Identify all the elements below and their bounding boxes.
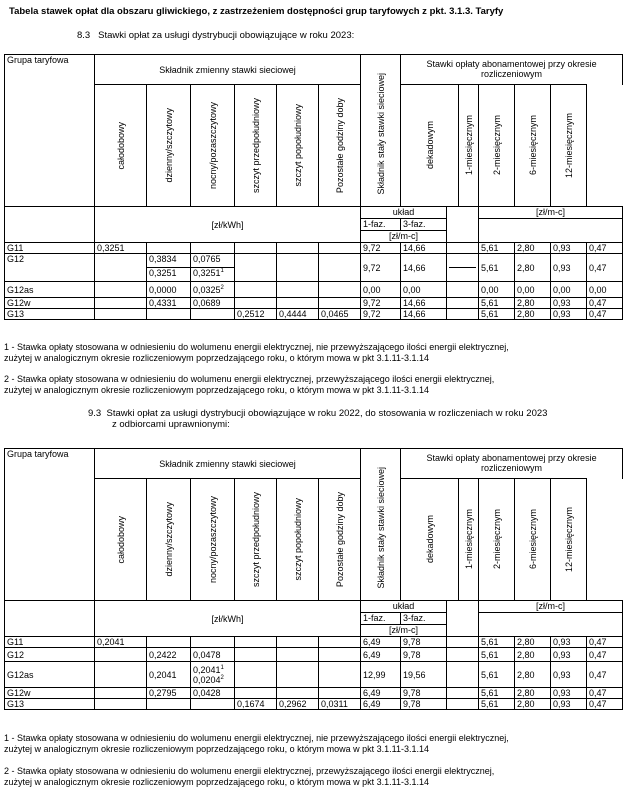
value-cell: 0,47 (587, 309, 623, 320)
value-cell: 0,0311 (319, 699, 361, 710)
table-row (5, 699, 623, 710)
uklad-label: układ (361, 601, 447, 613)
value-cell: 0,0765 (191, 254, 235, 268)
unit-kwh: [zł/kWh] (95, 601, 361, 637)
value-cell: 2,80 (515, 662, 551, 688)
table-row (5, 298, 623, 309)
header-skladnik-zmienny: Składnik zmienny stawki sieciowej (95, 449, 361, 479)
header-przedpoludniowy: szczyt przedpołudniowy (235, 85, 277, 207)
header-abonament: Stawki opłaty abonamentowej przy okresie rozliczeniowym (401, 449, 623, 479)
footnote-2: 2 - Stawka opłaty stosowana w odniesieniu do wolumenu energii elektrycznej, przewyższającego ilości energii elektrycznej, zużytej w analogicznym okresie rozliczeniowym poprzedzającego roku, o którym mowa w pkt 3.1.11-3.1.14 (4, 374, 495, 395)
value-cell: 9,78 (401, 699, 447, 710)
table-row (5, 282, 623, 298)
value-cell: 0,2795 (147, 688, 191, 699)
faz3-label: 3-faz. (401, 613, 447, 625)
value-cell: 0,47 (587, 254, 623, 282)
value-cell: 5,61 (479, 662, 515, 688)
value-cell: 0,93 (551, 243, 587, 254)
value-cell: 0,93 (551, 662, 587, 688)
value-cell: 9,72 (361, 309, 401, 320)
header-popoludniowy: szczyt popołudniowy (277, 85, 319, 207)
faz3-label: 3-faz. (401, 219, 447, 231)
group-name: G13 (5, 309, 95, 320)
value-cell: 0,93 (551, 637, 587, 648)
value-cell: 0,4331 (147, 298, 191, 309)
header-grupa: Grupa taryfowa (5, 449, 95, 479)
table-row (5, 648, 623, 662)
footnote-1: 1 - Stawka opłaty stosowana w odniesieniu do wolumenu energii elektrycznej, nie przewyższającego ilości energii elektrycznej, zużytej w analogicznym okresie rozliczeniowym poprzedzającego roku, o którym mowa w pkt 3.1.11-3.1.14 (4, 342, 509, 363)
value-cell: 0,0000 (147, 282, 191, 298)
value-cell: 0,00 (401, 282, 447, 298)
value-cell: 0,00 (551, 282, 587, 298)
header-skladnik-staly: Składnik stały stawki sieciowej (361, 55, 401, 207)
unit-mc-abonament: [zł/m-c] (479, 601, 623, 613)
table-row (5, 243, 623, 254)
group-name: G12w (5, 688, 95, 699)
value-cell: 0,47 (587, 298, 623, 309)
group-name: G11 (5, 243, 95, 254)
value-cell: 2,80 (515, 699, 551, 710)
value-cell: 2,80 (515, 648, 551, 662)
group-name: G12 (5, 254, 95, 282)
header-skladnik-staly: Składnik stały stawki sieciowej (361, 449, 401, 601)
header-popoludniowy: szczyt popołudniowy (277, 479, 319, 601)
value-cell: 0,2041 (147, 662, 191, 688)
header-dzienny: dzienny/szczytowy (147, 85, 191, 207)
value-cell: 0,47 (587, 637, 623, 648)
group-name: G12 (5, 648, 95, 662)
value-cell: 0,00 (361, 282, 401, 298)
section-number: 9.3 (88, 408, 102, 419)
header-grupa: Grupa taryfowa (5, 55, 95, 85)
value-cell: 0,47 (587, 243, 623, 254)
value-cell: 9,78 (401, 688, 447, 699)
value-cell: 6,49 (361, 699, 401, 710)
value-cell: 0,2041$^1$ 0,0204$^2$ (191, 662, 235, 688)
value-cell: 14,66 (401, 298, 447, 309)
value-cell: 2,80 (515, 243, 551, 254)
header-m1: 1-miesięcznym (459, 479, 479, 601)
value-cell: 9,78 (401, 637, 447, 648)
header-m6: 6-miesięcznym (515, 479, 551, 601)
value-cell: 0,2041 (95, 637, 147, 648)
rates-table-2023 (4, 54, 623, 320)
header-m6: 6-miesięcznym (515, 85, 551, 207)
table-row (5, 688, 623, 699)
group-name: G13 (5, 699, 95, 710)
header-skladnik-zmienny: Składnik zmienny stawki sieciowej (95, 55, 361, 85)
value-cell: 0,4444 (277, 309, 319, 320)
group-name: G12as (5, 282, 95, 298)
value-cell: 14,66 (401, 309, 447, 320)
value-cell: 2,80 (515, 254, 551, 282)
value-cell: 0,93 (551, 688, 587, 699)
value-cell: 0,93 (551, 648, 587, 662)
value-cell: 0,3251 (95, 243, 147, 254)
header-m12: 12-miesięcznym (551, 85, 587, 207)
value-cell: 0,93 (551, 254, 587, 282)
value-cell: 0,93 (551, 309, 587, 320)
value-cell: 0,2422 (147, 648, 191, 662)
header-calodobowy: całodobowy (95, 85, 147, 207)
value-cell: 0,2512 (235, 309, 277, 320)
value-cell: 0,93 (551, 699, 587, 710)
value-cell: 0,0325$^2$ (191, 282, 235, 298)
unit-kwh: [zł/kWh] (95, 207, 361, 243)
unit-mc: [zł/m-c] (361, 625, 447, 637)
value-cell: 5,61 (479, 243, 515, 254)
value-cell: 0,93 (551, 298, 587, 309)
value-cell: 9,72 (361, 298, 401, 309)
document-title: Tabela stawek opłat dla obszaru gliwickiego, z zastrzeżeniem dostępności grup taryfowych z pkt. 3.1.3. Taryfy (9, 6, 504, 17)
header-abonament: Stawki opłaty abonamentowej przy okresie rozliczeniowym (401, 55, 623, 85)
value-cell: 0,3251$^1$ (191, 268, 235, 282)
table-row (5, 662, 623, 688)
value-cell: 9,78 (401, 648, 447, 662)
group-name: G12w (5, 298, 95, 309)
value-cell: 0,1674 (235, 699, 277, 710)
value-cell: 0,47 (587, 648, 623, 662)
header-calodobowy: całodobowy (95, 479, 147, 601)
group-name: G11 (5, 637, 95, 648)
header-pozostale: Pozostałe godziny doby (319, 85, 361, 207)
value-cell: 0,3251 (147, 268, 191, 282)
value-cell: 6,49 (361, 648, 401, 662)
table-row (5, 637, 623, 648)
faz1-label: 1-faz. (361, 219, 401, 231)
value-cell: 6,49 (361, 637, 401, 648)
value-cell: 0,3834 (147, 254, 191, 268)
section-heading-9-3: 9.3 Stawki opłat za usługi dystrybucji obowiązujące w roku 2022, do stosowania w rozliczeniach w roku 2023 z odbiorcami uprawnionymi: (88, 408, 548, 430)
value-cell: 0,00 (515, 282, 551, 298)
value-cell: 2,80 (515, 298, 551, 309)
table-row (5, 309, 623, 320)
group-name: G12as (5, 662, 95, 688)
rates-table-2022 (4, 448, 623, 710)
footnote-1: 1 - Stawka opłaty stosowana w odniesieniu do wolumenu energii elektrycznej, nie przewyższającego ilości energii elektrycznej, zużytej w analogicznym okresie rozliczeniowym poprzedzającego roku, o którym mowa w pkt 3.1.11-3.1.14 (4, 733, 509, 754)
value-cell: 2,80 (515, 309, 551, 320)
value-cell: 2,80 (515, 637, 551, 648)
value-cell: 5,61 (479, 699, 515, 710)
header-m12: 12-miesięcznym (551, 479, 587, 601)
value-cell: 0,2962 (277, 699, 319, 710)
value-cell: 0,00 (587, 282, 623, 298)
header-m2: 2-miesięcznym (479, 85, 515, 207)
value-cell: 9,72 (361, 243, 401, 254)
header-pozostale: Pozostałe godziny doby (319, 479, 361, 601)
header-przedpoludniowy: szczyt przedpołudniowy (235, 479, 277, 601)
value-cell: 14,66 (401, 254, 447, 282)
value-cell: 9,72 (361, 254, 401, 282)
value-cell: 0,0465 (319, 309, 361, 320)
unit-mc: [zł/m-c] (361, 231, 447, 243)
value-cell: 19,56 (401, 662, 447, 688)
value-cell: 5,61 (479, 688, 515, 699)
value-cell: 0,0428 (191, 688, 235, 699)
value-cell: 5,61 (479, 254, 515, 282)
value-cell: 5,61 (479, 309, 515, 320)
value-cell: 2,80 (515, 688, 551, 699)
header-m1: 1-miesięcznym (459, 85, 479, 207)
header-m2: 2-miesięcznym (479, 479, 515, 601)
section-heading-8-3 (77, 30, 354, 41)
uklad-label: układ (361, 207, 447, 219)
header-nocny: nocny/pozaszczytowy (191, 479, 235, 601)
header-dzienny: dzienny/szczytowy (147, 479, 191, 601)
section-text: Stawki opłat za usługi dystrybucji obowiązujące w roku 2023: (98, 30, 355, 41)
value-cell: 0,0478 (191, 648, 235, 662)
value-cell: 0,47 (587, 688, 623, 699)
footnote-2: 2 - Stawka opłaty stosowana w odniesieniu do wolumenu energii elektrycznej, przewyższającego ilości energii elektrycznej, zużytej w analogicznym okresie rozliczeniowym poprzedzającego roku, o którym mowa w pkt 3.1.11-3.1.14 (4, 766, 495, 787)
value-cell: 6,49 (361, 688, 401, 699)
value-cell: 14,66 (401, 243, 447, 254)
unit-mc-abonament: [zł/m-c] (479, 207, 623, 219)
value-cell: 0,0689 (191, 298, 235, 309)
value-cell: 0,00 (479, 282, 515, 298)
value-cell: 5,61 (479, 648, 515, 662)
value-cell: 0,47 (587, 699, 623, 710)
section-number: 8.3 (77, 30, 91, 41)
header-dekadowym: dekadowym (401, 85, 459, 207)
faz1-label: 1-faz. (361, 613, 401, 625)
table-row (5, 254, 623, 268)
value-cell: 5,61 (479, 637, 515, 648)
value-cell: 0,47 (587, 662, 623, 688)
value-cell: 12,99 (361, 662, 401, 688)
value-cell: 5,61 (479, 298, 515, 309)
header-nocny: nocny/pozaszczytowy (191, 85, 235, 207)
header-dekadowym: dekadowym (401, 479, 459, 601)
